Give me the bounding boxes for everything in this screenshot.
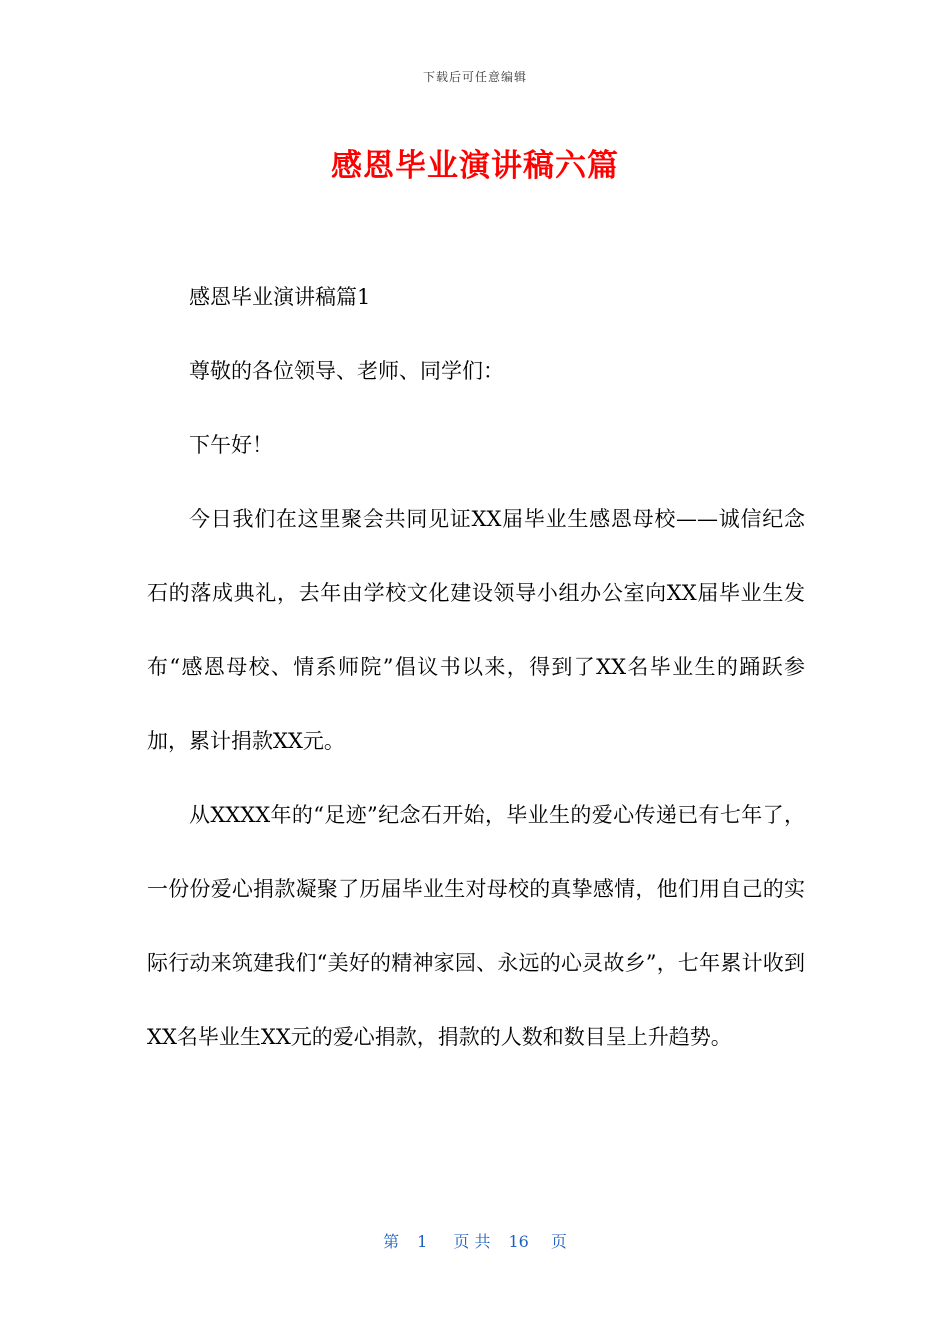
document-title: 感恩毕业演讲稿六篇 <box>331 148 619 184</box>
footer-middle: 页 共 <box>453 1232 491 1251</box>
paragraph-ceremony: 今日我们在这里聚会共同见证XX届毕业生感恩母校——诚信纪念石的落成典礼，去年由学校文化建设领导小组办公室向XX届毕业生发布“感恩母校、情系师院”倡议书以来，得到了XX名毕业生的踊跃参加，累计捐款XX元。 <box>147 507 805 753</box>
page-footer <box>0 1229 950 1252</box>
salutation: 尊敬的各位领导、老师、同学们： <box>189 359 504 383</box>
footer-prefix: 第 <box>383 1232 400 1251</box>
header-note: 下载后可任意编辑 <box>422 70 527 84</box>
footer-suffix: 页 <box>550 1232 567 1251</box>
paragraph-history: 从XXXX年的“足迹”纪念石开始，毕业生的爱心传递已有七年了，一份份爱心捐款凝聚了历届毕业生对母校的真挚感情，他们用自己的实际行动来筑建我们“美好的精神家园、永远的心灵故乡”，七年累计收到XX名毕业生XX元的爱心捐款，捐款的人数和数目呈上升趋势。 <box>147 803 805 1049</box>
section-heading: 感恩毕业演讲稿篇1 <box>189 285 371 309</box>
total-page-count: 16 <box>508 1232 529 1251</box>
current-page-number: 1 <box>417 1232 428 1251</box>
greeting: 下午好！ <box>189 433 273 457</box>
